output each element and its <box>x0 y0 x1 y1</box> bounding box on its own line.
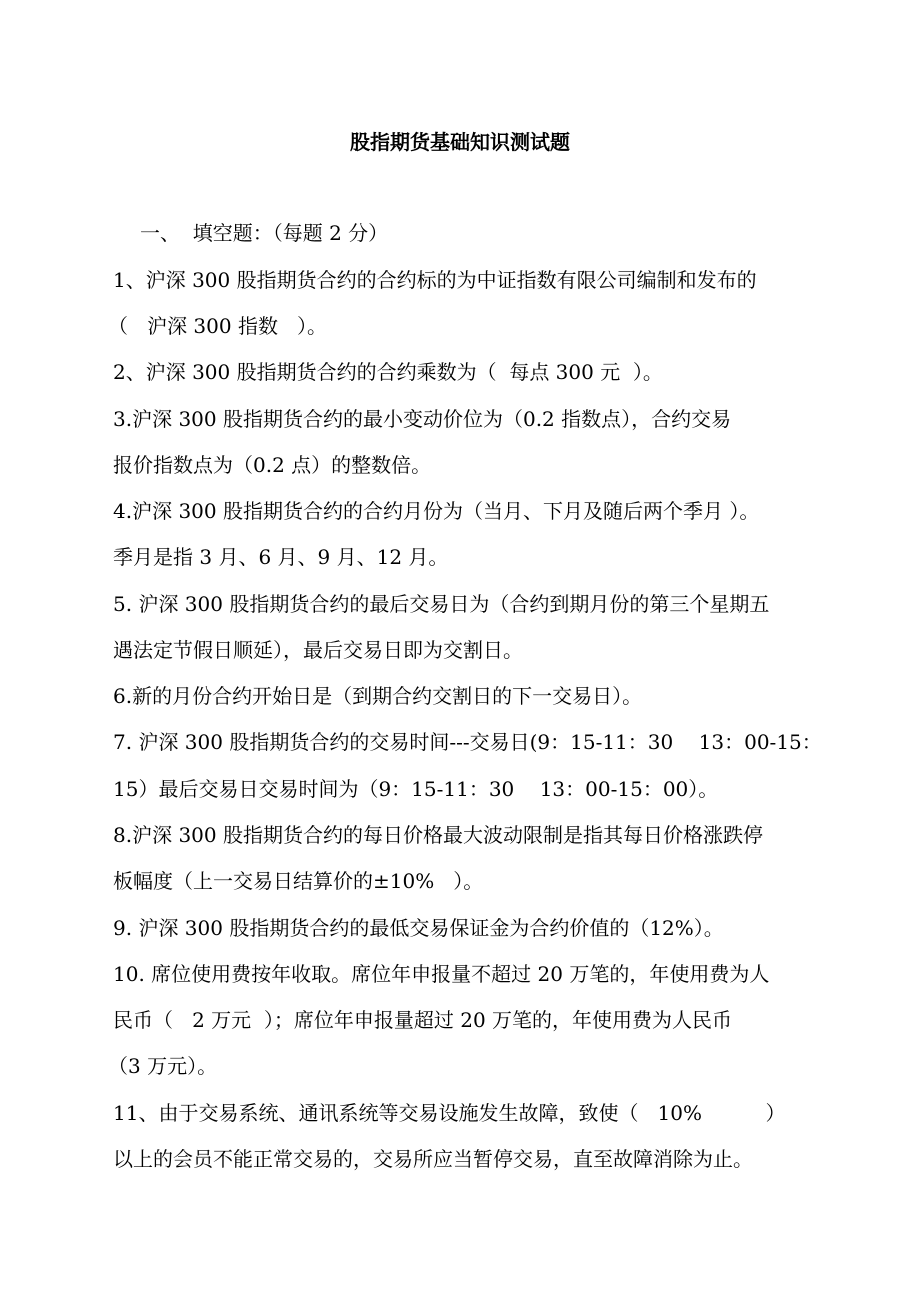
text-line: （ 沪深 300 指数 ）。 <box>108 314 328 338</box>
text-line: 6.新的月份合约开始日是（到期合约交割日的下一交易日）。 <box>113 684 643 708</box>
text-line: 2、沪深 300 股指期货合约的合约乘数为（ 每点 300 元 ）。 <box>113 360 663 384</box>
text-line: 报价指数点为（0.2 点）的整数倍。 <box>113 453 432 477</box>
text-line: 10. 席位使用费按年收取。席位年申报量不超过 20 万笔的，年使用费为人 <box>113 962 770 986</box>
text-line: 遇法定节假日顺延），最后交易日即为交割日。 <box>113 638 523 662</box>
text-line: 9. 沪深 300 股指期货合约的最低交易保证金为合约价值的（12%）。 <box>113 916 724 940</box>
text-line: 板幅度（上一交易日结算价的±10% ）。 <box>113 869 484 893</box>
text-line: 以上的会员不能正常交易的，交易所应当暂停交易，直至故障消除为止。 <box>113 1147 753 1171</box>
text-line: 4.沪深 300 股指期货合约的合约月份为（当月、下月及随后两个季月 ）。 <box>113 499 760 523</box>
section-heading: 一、 填空题：（每题 2 分） <box>140 221 389 245</box>
text-line: 15）最后交易日交易时间为（9：15-11：30 13：00-15：00）。 <box>113 777 719 801</box>
text-line: 5. 沪深 300 股指期货合约的最后交易日为（合约到期月份的第三个星期五 <box>113 592 770 616</box>
text-line: 3.沪深 300 股指期货合约的最小变动价位为（0.2 指数点），合约交易 <box>113 407 732 431</box>
text-line: 11、由于交易系统、通讯系统等交易设施发生故障，致使（ 10% ） <box>113 1101 786 1125</box>
text-line: 1、沪深 300 股指期货合约的合约标的为中证指数有限公司编制和发布的 <box>113 268 757 292</box>
document-title: 股指期货基础知识测试题 <box>350 130 570 154</box>
text-line: 7. 沪深 300 股指期货合约的交易时间---交易日(9：15-11：30 13：00-15： <box>113 730 822 754</box>
text-line: 民币（ 2 万元 ）；席位年申报量超过 20 万笔的，年使用费为人民币 <box>113 1008 733 1032</box>
text-line: （3 万元）。 <box>108 1054 218 1078</box>
text-line: 8.沪深 300 股指期货合约的每日价格最大波动限制是指其每日价格涨跌停 <box>113 823 763 847</box>
text-line: 季月是指 3 月、6 月、9 月、12 月。 <box>113 545 449 569</box>
